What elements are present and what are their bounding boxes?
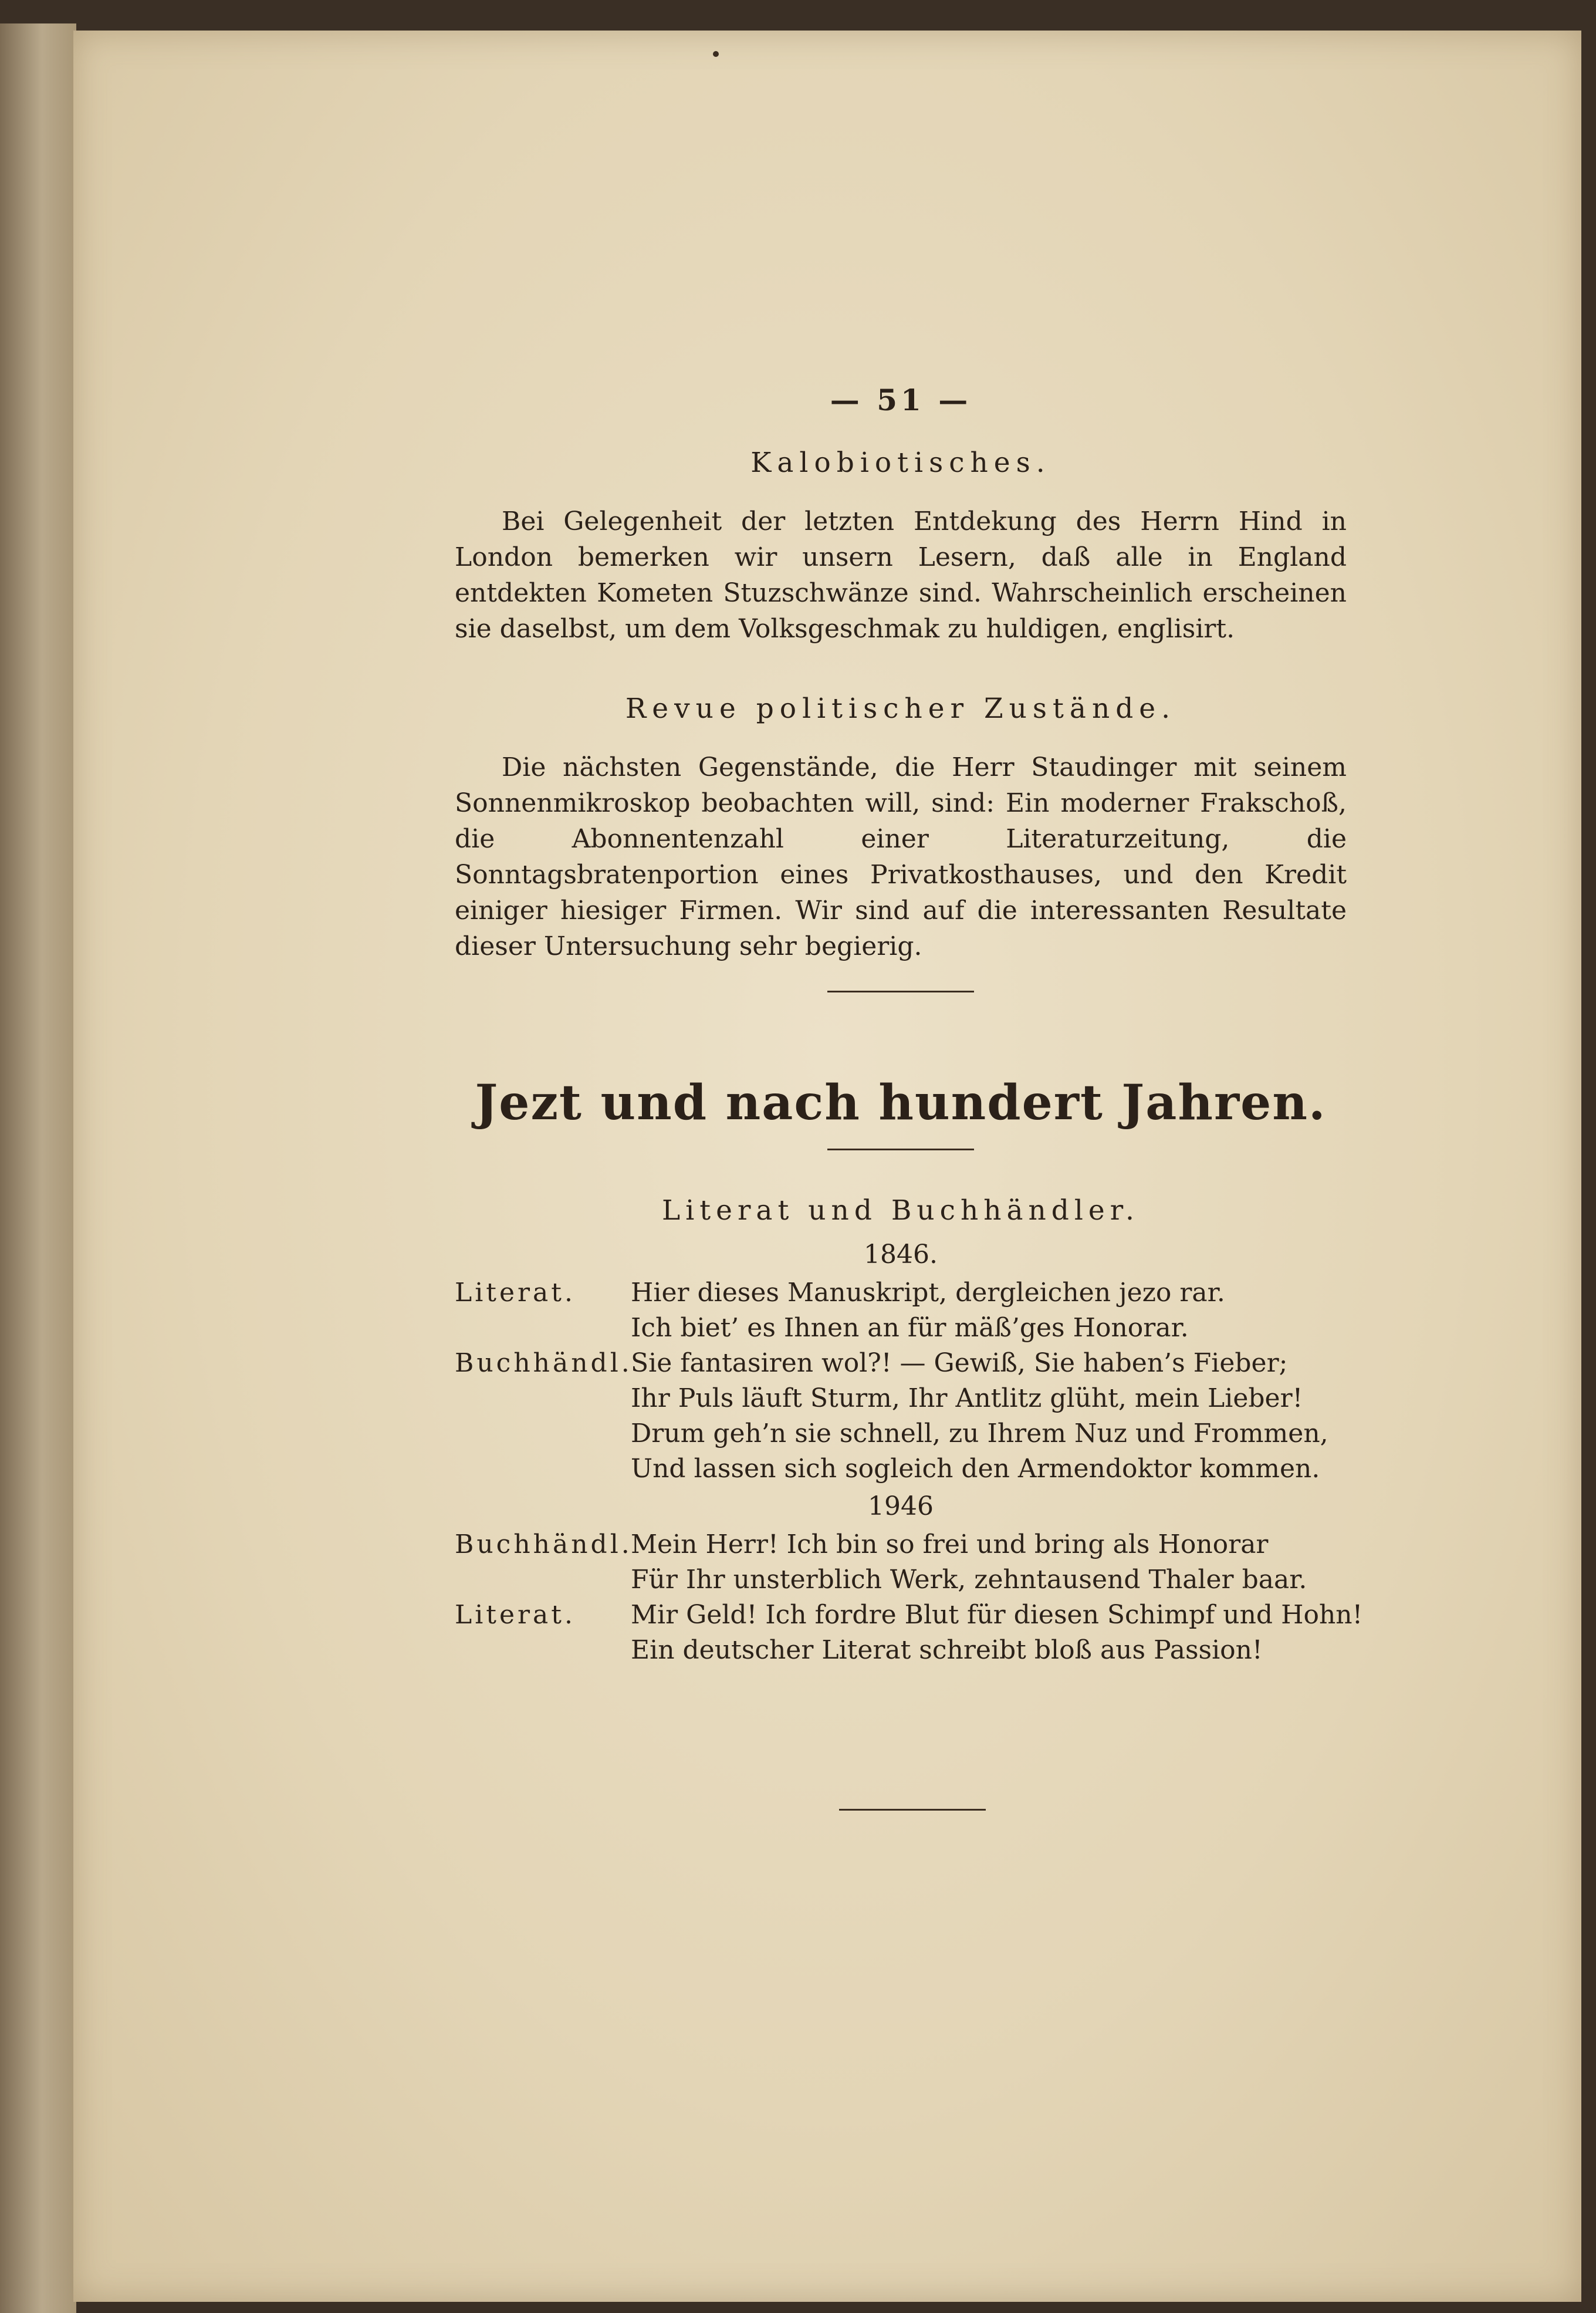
verse-text: Drum geh’n sie schnell, zu Ihrem Nuz und Frommen, — [631, 1419, 1328, 1448]
poem-year-1846: 1846. — [864, 1240, 938, 1269]
verse-text: Ich biet’ es Ihnen an für mäß’ges Honorar. — [631, 1313, 1189, 1343]
paragraph-kalobiotisches — [455, 504, 1347, 647]
dialogue-line — [455, 1527, 1347, 1562]
dialogue-line — [455, 1346, 1347, 1381]
speaker-label — [455, 1416, 631, 1451]
dialogue-line — [455, 1416, 1347, 1451]
verse-text: Mein Herr! Ich bin so frei und bring als Honorar — [631, 1529, 1269, 1559]
speaker-label — [455, 1562, 631, 1598]
verse-text: Mir Geld! Ich fordre Blut für diesen Schimpf und Hohn! — [631, 1600, 1363, 1630]
verse-text: Und lassen sich sogleich den Armendoktor kommen. — [631, 1454, 1320, 1484]
speaker-label: Buchhändl. — [455, 1529, 633, 1559]
verse-text: Hier dieses Manuskript, dergleichen jezo rar. — [631, 1278, 1225, 1308]
ink-speck — [713, 51, 719, 57]
paragraph-text: Bei Gelegenheit der letzten Entdekung des Herrn Hind in London bemerken wir unsern Lesern, daß alle in England entdekten Kometen Stuzschwänze sind. Wahrscheinlich erscheinen sie daselbst, um dem Volksgeschmak zu huldigen, englisirt. — [455, 507, 1347, 644]
dialogue-line — [455, 1633, 1347, 1668]
speaker-label: Literat. — [455, 1600, 576, 1630]
page-number: — 51 — — [830, 383, 972, 417]
section-divider — [827, 991, 974, 992]
dialogue-line — [455, 1562, 1347, 1598]
closing-divider — [839, 1809, 986, 1811]
speaker-label — [455, 1451, 631, 1487]
section-heading-revue: Revue politischer Zustände. — [625, 693, 1176, 725]
dialogue-line — [455, 1311, 1347, 1346]
book-page — [73, 31, 1581, 2302]
speaker-label — [455, 1633, 631, 1668]
page-content — [455, 383, 1363, 1668]
previous-page-edge — [0, 23, 76, 2313]
speaker-label: Buchhändl. — [455, 1348, 633, 1378]
poem-subtitle: Literat und Buchhändler. — [662, 1194, 1139, 1227]
dialogue-line — [455, 1381, 1347, 1416]
poem-year-1946: 1946 — [868, 1491, 934, 1521]
dialogue-line — [455, 1275, 1347, 1311]
speaker-label: Literat. — [455, 1278, 576, 1308]
paragraph-text: Die nächsten Gegenstände, die Herr Staudinger mit seinem Sonnenmikroskop beobachten will, sind: Ein moderner Frakschoß, die Abonnentenzahl einer Literaturzeitung, die Sonntagsbratenportion eines Privatkosthauses, und den Kredit einiger hiesiger Firmen. Wir sind auf die interessanten Resultate dieser Untersuchung sehr begierig. — [455, 752, 1347, 961]
poem-title: Jezt und nach hundert Jahren. — [475, 1075, 1327, 1131]
speaker-label — [455, 1381, 631, 1416]
speaker-label — [455, 1311, 631, 1346]
verse-text: Ein deutscher Literat schreibt bloß aus Passion! — [631, 1635, 1263, 1665]
dialogue-line — [455, 1598, 1363, 1633]
dialogue-block-1946 — [455, 1527, 1363, 1668]
title-underline — [827, 1149, 974, 1150]
dialogue-block-1846 — [455, 1275, 1347, 1487]
verse-text: Sie fantasiren wol?! — Gewiß, Sie haben’s Fieber; — [631, 1348, 1288, 1378]
verse-text: Ihr Puls läuft Sturm, Ihr Antlitz glüht, mein Lieber! — [631, 1383, 1303, 1413]
section-heading-kalobiotisches: Kalobiotisches. — [750, 447, 1051, 479]
dialogue-line — [455, 1451, 1347, 1487]
verse-text: Für Ihr unsterblich Werk, zehntausend Thaler baar. — [631, 1565, 1307, 1595]
paragraph-revue — [455, 749, 1347, 964]
